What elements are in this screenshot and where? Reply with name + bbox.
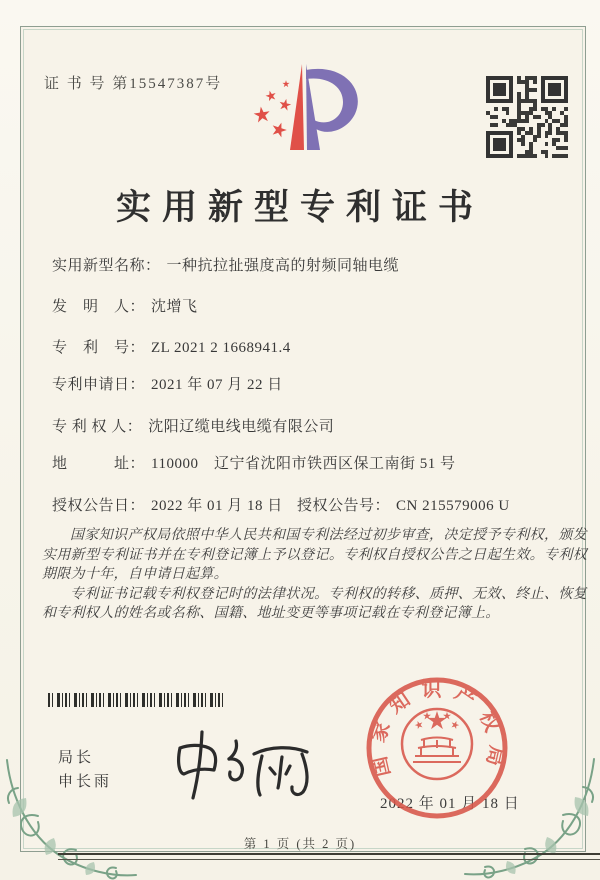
page-number: 第 1 页 (共 2 页) — [243, 837, 357, 851]
legal-paragraph-1: 国家知识产权局依照中华人民共和国专利法经过初步审查，决定授予专利权，颁发实用新型专利证书并在专利登记簿上予以登记。专利权自授权公告之日起生效。专利权期限为十年，自申请日起算。 — [42, 528, 587, 582]
official-seal-icon — [363, 674, 511, 822]
commissioner-name: 申长雨 — [58, 774, 113, 790]
field-value: 2021 年 07 月 22 日 — [151, 377, 283, 393]
field-value: 2022 年 01 月 18 日 — [151, 498, 283, 514]
field-row-grant — [52, 494, 510, 515]
qr-finder-icon — [541, 76, 568, 103]
field-label: 发 明 人： — [52, 299, 146, 315]
field-label: 专 利 权 人： — [52, 419, 143, 435]
field-row-inventor — [52, 295, 198, 316]
signature-icon — [158, 726, 323, 808]
field-row-patent-number — [52, 336, 291, 357]
qr-finder-icon — [486, 76, 513, 103]
field-label: 授权公告号： — [297, 498, 391, 514]
field-value: 一种抗拉扯强度高的射频同轴电缆 — [166, 258, 400, 274]
field-value: 110000 辽宁省沈阳市铁西区保工南街 51 号 — [151, 456, 456, 472]
certificate-number: 证 书 号 第15547387号 — [44, 76, 223, 92]
barcode-icon — [48, 693, 224, 707]
qr-code — [486, 76, 568, 158]
field-row-name — [52, 254, 399, 275]
field-label: 专利申请日： — [52, 377, 146, 393]
seal-date: 2022 年 01 月 18 日 — [380, 796, 520, 812]
svg-text:国家知识产权局 — [365, 678, 508, 779]
field-label: 地 址： — [52, 456, 146, 472]
field-grant-number — [297, 494, 510, 515]
commissioner-title: 局长 — [58, 750, 95, 766]
cnipa-logo-icon — [240, 58, 370, 168]
field-label: 专 利 号： — [52, 340, 146, 356]
legal-text — [42, 526, 587, 624]
certificate-title: 实用新型专利证书 — [115, 188, 484, 227]
legal-paragraph-2: 专利证书记载专利权登记时的法律状况。专利权的转移、质押、无效、终止、恢复和专利权人的姓名或名称、国籍、地址变更等事项记载在专利登记簿上。 — [42, 586, 587, 621]
field-row-address — [52, 452, 455, 473]
field-value: 沈增飞 — [151, 299, 198, 315]
field-row-filing-date — [52, 373, 283, 394]
field-label: 实用新型名称： — [52, 258, 161, 274]
field-label: 授权公告日： — [52, 498, 146, 514]
field-row-patentee — [52, 415, 334, 436]
field-value: CN 215579006 U — [396, 498, 510, 514]
field-value: ZL 2021 2 1668941.4 — [151, 340, 291, 356]
qr-finder-icon — [486, 131, 513, 158]
bottom-edge-line — [58, 853, 600, 860]
seal-text: 国家知识产权局 — [366, 679, 508, 779]
field-value: 沈阳辽缆电线电缆有限公司 — [148, 419, 335, 435]
